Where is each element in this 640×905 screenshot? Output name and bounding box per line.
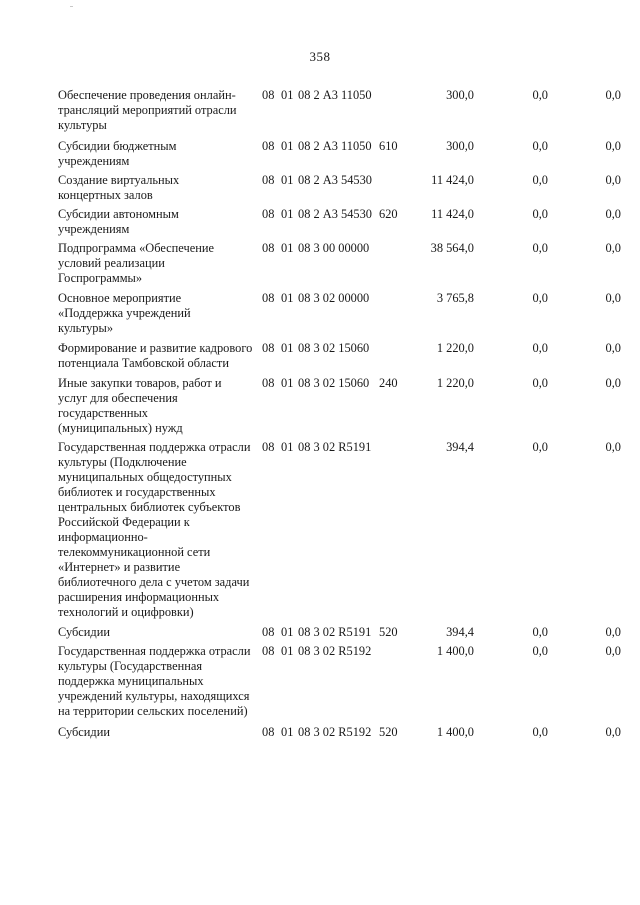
row-amount-year3: 0,0 bbox=[605, 241, 621, 255]
row-subsection-code: 01 bbox=[281, 139, 294, 153]
page-number: 358 bbox=[309, 49, 331, 64]
row-section-code: 08 bbox=[262, 241, 275, 255]
row-amount: 300,0 bbox=[446, 88, 474, 102]
row-section-code: 08 bbox=[262, 376, 275, 390]
table-row bbox=[0, 341, 640, 371]
row-amount: 394,4 bbox=[446, 625, 474, 639]
row-amount-year2: 0,0 bbox=[532, 341, 548, 355]
row-amount-year2: 0,0 bbox=[532, 625, 548, 639]
row-amount-year2: 0,0 bbox=[532, 376, 548, 390]
row-amount-year3: 0,0 bbox=[605, 376, 621, 390]
row-amount: 1 400,0 bbox=[436, 644, 474, 658]
row-section-code: 08 bbox=[262, 291, 275, 305]
row-target-code: 08 2 А3 54530 bbox=[298, 173, 372, 187]
table-row bbox=[0, 88, 640, 133]
row-amount: 11 424,0 bbox=[431, 207, 474, 221]
budget-table bbox=[0, 88, 640, 744]
table-row bbox=[0, 644, 640, 719]
row-name: Формирование и развитие кадрового потенциала Тамбовской области bbox=[58, 341, 253, 370]
table-row bbox=[0, 625, 640, 640]
row-section-code: 08 bbox=[262, 173, 275, 187]
row-section-code: 08 bbox=[262, 207, 275, 221]
row-amount-year2: 0,0 bbox=[532, 440, 548, 454]
row-amount-year3: 0,0 bbox=[605, 291, 621, 305]
table-row bbox=[0, 376, 640, 436]
row-target-code: 08 3 02 R5192 bbox=[298, 644, 372, 658]
row-name: Субсидии автономным учреждениям bbox=[58, 207, 179, 236]
row-subsection-code: 01 bbox=[281, 725, 294, 739]
row-target-code: 08 3 02 15060 bbox=[298, 341, 370, 355]
row-amount-year3: 0,0 bbox=[605, 207, 621, 221]
row-amount-year2: 0,0 bbox=[532, 139, 548, 153]
row-target-code: 08 2 А3 11050 bbox=[298, 139, 372, 153]
row-amount-year3: 0,0 bbox=[605, 440, 621, 454]
row-amount-year3: 0,0 bbox=[605, 139, 621, 153]
row-amount-year2: 0,0 bbox=[532, 725, 548, 739]
row-amount: 1 220,0 bbox=[436, 341, 474, 355]
row-target-code: 08 3 02 15060 bbox=[298, 376, 370, 390]
row-expense-type: 610 bbox=[379, 139, 398, 153]
row-name: Создание виртуальных концертных залов bbox=[58, 173, 180, 202]
table-row bbox=[0, 139, 640, 169]
row-target-code: 08 3 00 00000 bbox=[298, 241, 370, 255]
table-row bbox=[0, 291, 640, 336]
row-subsection-code: 01 bbox=[281, 88, 294, 102]
row-amount: 300,0 bbox=[446, 139, 474, 153]
row-subsection-code: 01 bbox=[281, 207, 294, 221]
row-amount-year3: 0,0 bbox=[605, 644, 621, 658]
row-amount-year3: 0,0 bbox=[605, 625, 621, 639]
row-subsection-code: 01 bbox=[281, 173, 294, 187]
row-amount: 38 564,0 bbox=[430, 241, 474, 255]
table-row bbox=[0, 173, 640, 203]
row-subsection-code: 01 bbox=[281, 341, 294, 355]
row-name: Обеспечение проведения онлайн-трансляций мероприятий отрасли культуры bbox=[58, 88, 237, 132]
row-name: Субсидии бюджетным учреждениям bbox=[58, 139, 177, 168]
row-section-code: 08 bbox=[262, 139, 275, 153]
row-subsection-code: 01 bbox=[281, 625, 294, 639]
row-name: Государственная поддержка отрасли культуры (Государственная поддержка муниципальных учреждений культуры, находящихся на территории сельских поселений) bbox=[58, 644, 251, 718]
row-section-code: 08 bbox=[262, 625, 275, 639]
row-name: Государственная поддержка отрасли культуры (Подключение муниципальных общедоступных библиотек и государственных центральных библиотек субъектов Российской Федерации к информационно-телекоммуникационной сети «Интернет» и развитие библиотечного дела с учетом задачи расширения информационных технологий и оцифровки) bbox=[58, 440, 251, 619]
row-amount: 1 220,0 bbox=[436, 376, 474, 390]
row-subsection-code: 01 bbox=[281, 241, 294, 255]
row-expense-type: 620 bbox=[379, 207, 398, 221]
row-subsection-code: 01 bbox=[281, 644, 294, 658]
table-row bbox=[0, 241, 640, 286]
row-amount-year2: 0,0 bbox=[532, 291, 548, 305]
table-row bbox=[0, 207, 640, 237]
row-section-code: 08 bbox=[262, 644, 275, 658]
row-amount-year2: 0,0 bbox=[532, 644, 548, 658]
row-target-code: 08 2 А3 11050 bbox=[298, 88, 372, 102]
table-row bbox=[0, 440, 640, 620]
row-amount-year2: 0,0 bbox=[532, 207, 548, 221]
row-amount: 394,4 bbox=[446, 440, 474, 454]
row-amount-year2: 0,0 bbox=[532, 173, 548, 187]
row-name: Иные закупки товаров, работ и услуг для обеспечения государственных (муниципальных) нужд bbox=[58, 376, 222, 435]
row-section-code: 08 bbox=[262, 725, 275, 739]
row-amount-year3: 0,0 bbox=[605, 341, 621, 355]
row-target-code: 08 3 02 R5192 bbox=[298, 725, 372, 739]
row-amount-year2: 0,0 bbox=[532, 88, 548, 102]
row-amount-year3: 0,0 bbox=[605, 173, 621, 187]
row-amount-year2: 0,0 bbox=[532, 241, 548, 255]
row-subsection-code: 01 bbox=[281, 376, 294, 390]
row-section-code: 08 bbox=[262, 440, 275, 454]
row-section-code: 08 bbox=[262, 88, 275, 102]
row-subsection-code: 01 bbox=[281, 440, 294, 454]
row-target-code: 08 3 02 00000 bbox=[298, 291, 370, 305]
row-amount-year3: 0,0 bbox=[605, 88, 621, 102]
row-target-code: 08 2 А3 54530 bbox=[298, 207, 372, 221]
row-name: Субсидии bbox=[58, 625, 110, 639]
table-row bbox=[0, 725, 640, 740]
row-amount: 11 424,0 bbox=[431, 173, 474, 187]
row-target-code: 08 3 02 R5191 bbox=[298, 625, 372, 639]
row-name: Подпрограмма «Обеспечение условий реализации Госпрограммы» bbox=[58, 241, 214, 285]
row-target-code: 08 3 02 R5191 bbox=[298, 440, 372, 454]
row-name: Основное мероприятие «Поддержка учреждений культуры» bbox=[58, 291, 191, 335]
row-amount-year3: 0,0 bbox=[605, 725, 621, 739]
row-expense-type: 520 bbox=[379, 625, 398, 639]
row-expense-type: 240 bbox=[379, 376, 398, 390]
row-section-code: 08 bbox=[262, 341, 275, 355]
row-subsection-code: 01 bbox=[281, 291, 294, 305]
row-amount: 3 765,8 bbox=[436, 291, 474, 305]
scan-speck bbox=[70, 6, 73, 7]
row-amount: 1 400,0 bbox=[436, 725, 474, 739]
row-name: Субсидии bbox=[58, 725, 110, 739]
row-expense-type: 520 bbox=[379, 725, 398, 739]
